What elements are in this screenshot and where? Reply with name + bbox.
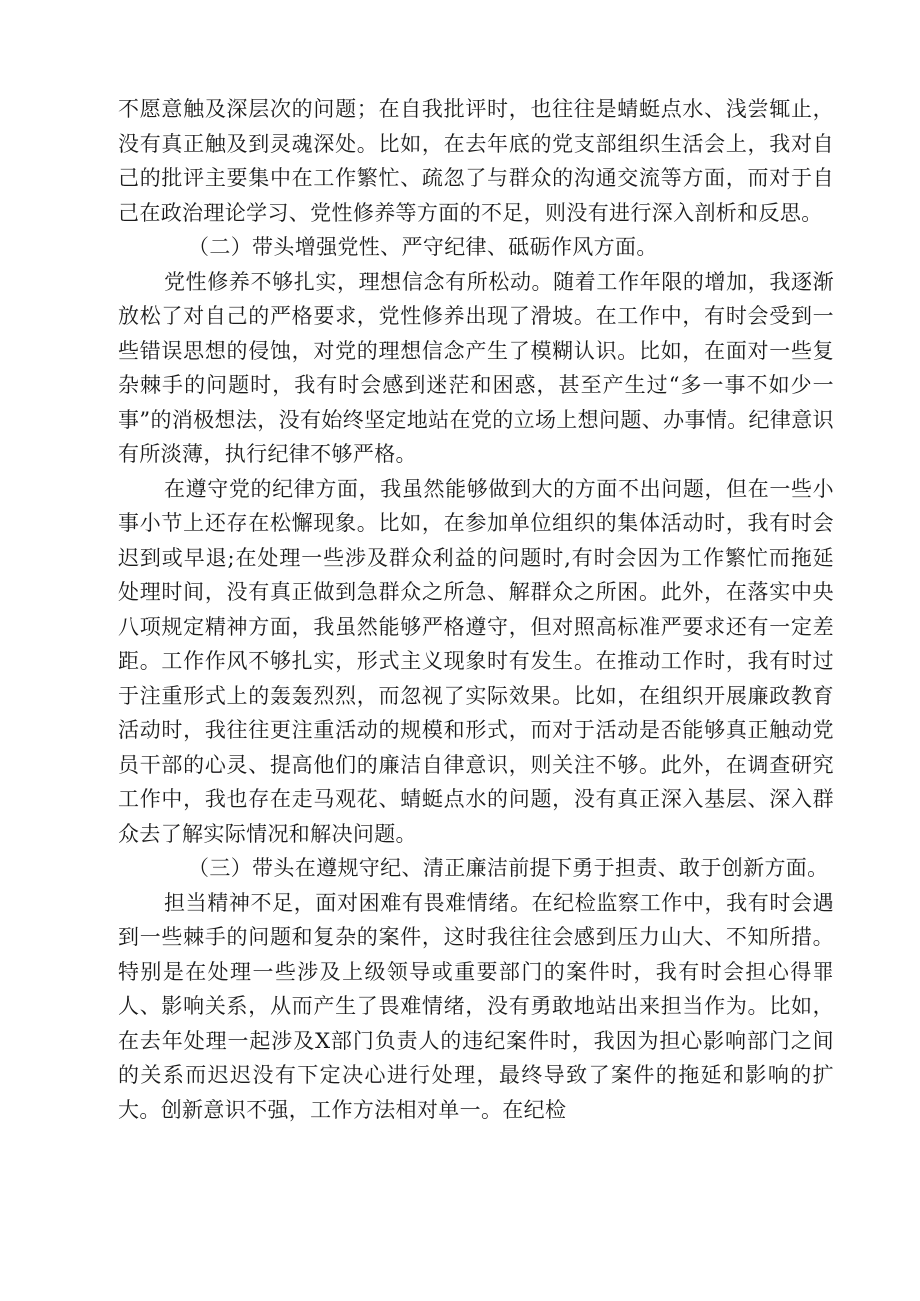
- paragraph-party-spirit: 党性修养不够扎实，理想信念有所松动。随着工作年限的增加，我逐渐放松了对自己的严格要求，党性修养出现了滑坡。在工作中，有时会受到一些错误思想的侵蚀，对党的理想信念产生了模糊认识。比如，在面对一些复杂棘手的问题时，我有时会感到迷茫和困惑，甚至产生过“多一事不如少一事”的消极想法，没有始终坚定地站在党的立场上想问题、办事情。纪律意识有所淡薄，执行纪律不够严格。: [118, 269, 834, 466]
- section-heading-2: （二）带头增强党性、严守纪律、砥砺作风方面。: [188, 235, 658, 259]
- document-body: [118, 92, 834, 1127]
- paragraph-self-criticism-continued: 不愿意触及深层次的问题；在自我批评时，也往往是蜻蜓点水、浅尝辄止，没有真正触及到灵魂深处。比如，在去年底的党支部组织生活会上，我对自己的批评主要集中在工作繁忙、疏忽了与群众的沟通交流等方面，而对于自己在政治理论学习、党性修养等方面的不足，则没有进行深入剖析和反思。: [118, 97, 834, 225]
- paragraph-discipline: 在遵守党的纪律方面，我虽然能够做到大的方面不出问题，但在一些小事小节上还存在松懈现象。比如，在参加单位组织的集体活动时，我有时会迟到或早退;在处理一些涉及群众利益的问题时,有时会因为工作繁忙而拖延处理时间，没有真正做到急群众之所急、解群众之所困。此外，在落实中央八项规定精神方面，我虽然能够严格遵守，但对照高标准严要求还有一定差距。工作作风不够扎实，形式主义现象时有发生。在推动工作时，我有时过于注重形式上的轰轰烈烈，而忽视了实际效果。比如，在组织开展廉政教育活动时，我往往更注重活动的规模和形式，而对于活动是否能够真正触动党员干部的心灵、提高他们的廉洁自律意识，则关注不够。此外，在调查研究工作中，我也存在走马观花、蜻蜓点水的问题，没有真正深入基层、深入群众去了解实际情况和解决问题。: [118, 476, 834, 846]
- paragraph-responsibility: 担当精神不足，面对困难有畏难情绪。在纪检监察工作中，我有时会遇到一些棘手的问题和复杂的案件，这时我往往会感到压力山大、不知所措。特别是在处理一些涉及上级领导或重要部门的案件时，我有时会担心得罪人、影响关系，从而产生了畏难情绪，没有勇敢地站出来担当作为。比如，在去年处理一起涉及X部门负责人的违纪案件时，我因为担心影响部门之间的关系而迟迟没有下定决心进行处理，最终导致了案件的拖延和影响的扩大。创新意识不强，工作方法相对单一。在纪检: [118, 890, 834, 1122]
- section-heading-3: （三）带头在遵规守纪、清正廉洁前提下勇于担责、敢于创新方面。: [188, 856, 829, 880]
